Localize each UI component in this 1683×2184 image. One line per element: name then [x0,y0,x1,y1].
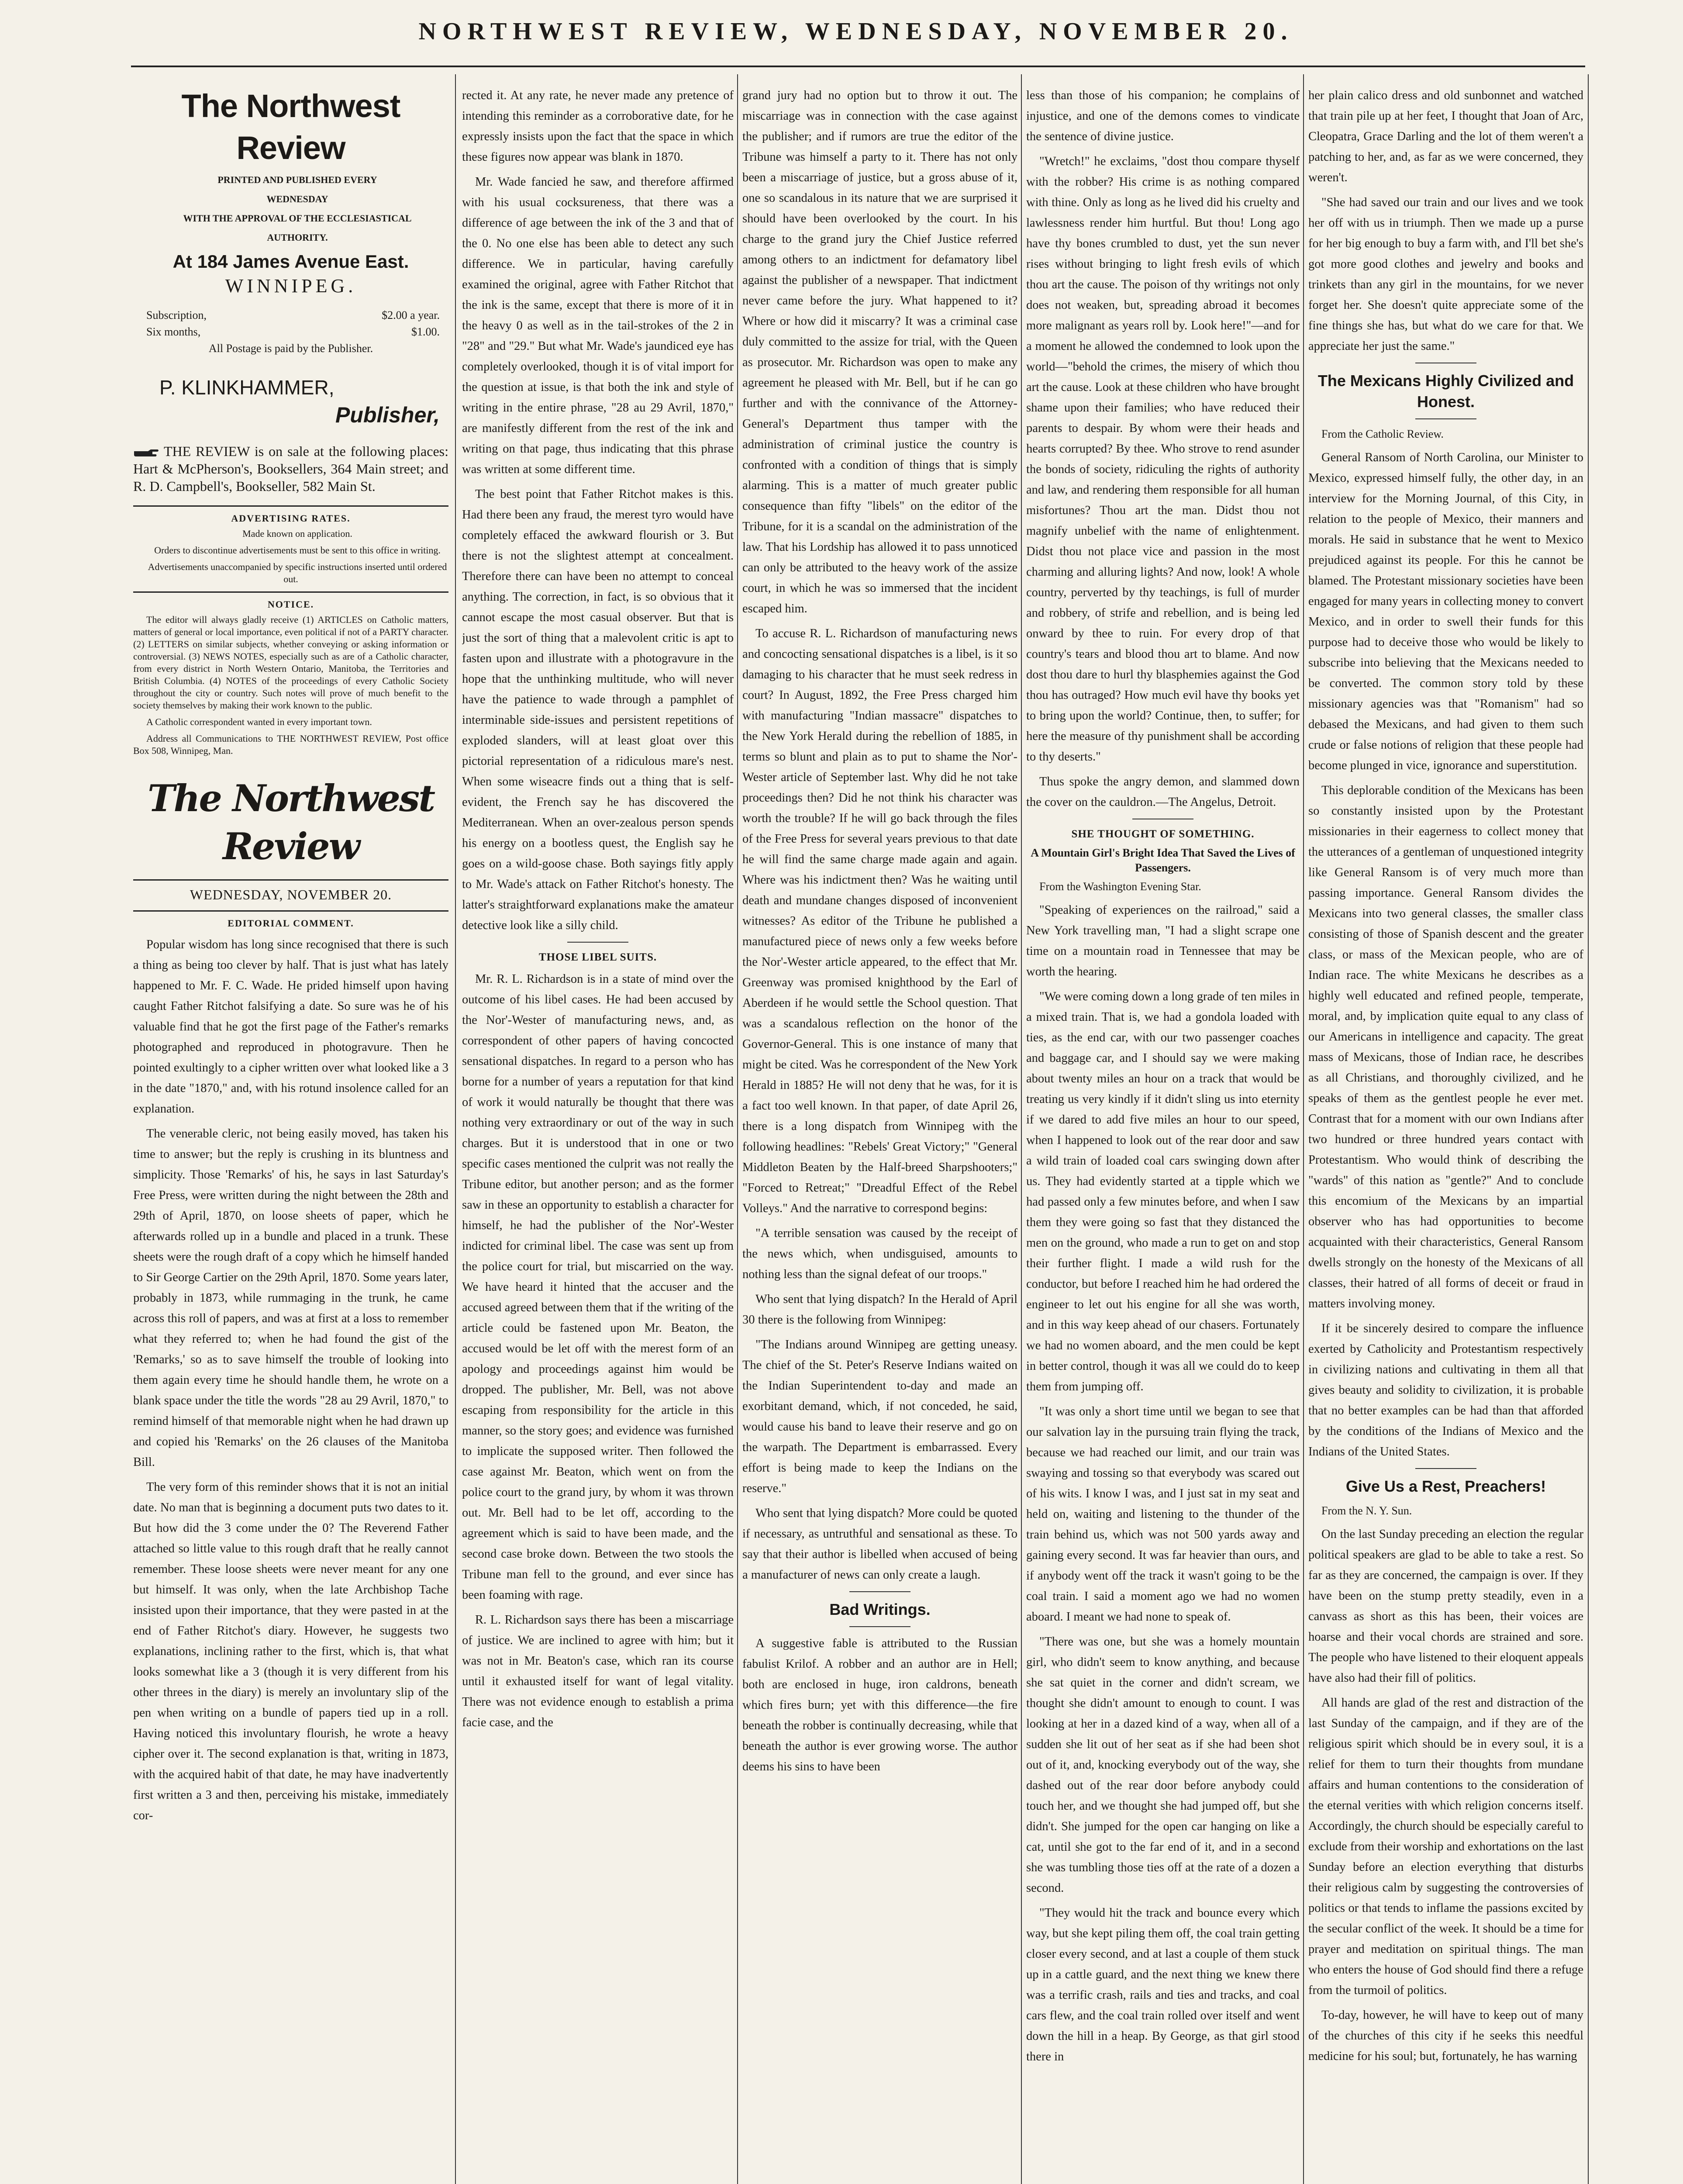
column-rule [737,74,738,2184]
divider [133,591,448,593]
advertising-line: Advertisements unaccompanied by specific instructions inserted until ordered out. [148,561,447,584]
article-paragraph: The venerable cleric, not being easily moved, has taken his time to answer; but the reply is crushing in its bluntness and simplicity. Those 'Remarks' of his, he says in last Saturday's Free Press, were written during the night between the 28th and 29th of April, 1870, on loose sheets of paper, which he afterwards rolled up in a bundle and placed in a trunk. These sheets were the rough draft of a copy which he himself handed to Sir George Cartier on the 29th April, 1870. Some years later, probably in 1873, while rummaging in the trunk, he came across this roll of papers, and was at first at a loss to remember what they referred to; when he had found the gist of the 'Remarks,' so as to save himself the trouble of looking into them again every time he should handle them, he wrote on a blank space under the title the words "28 au 29 Avril, 1870," to remind himself of that memorable night when he had drawn up and copied his 'Remarks' on the 26 clauses of the Manitoba Bill. [133,1127,448,1469]
article-paragraph: "She had saved our train and our lives and we took her off with us in triumph. Then we made up a purse for her big enough to buy a farm with, and I'll bet she's got more good clothes and jewelry and books and trinkets than any girl in the mountains, for we never forget her. She doesn't quite appreciate some of the fine things she has, but what do we care for that. We appreciate her just the same." [1308,196,1583,353]
article-paragraph: Popular wisdom has long since recognised that there is such a thing as being too clever by half. That is just what has lately happened to Mr. F. C. Wade. He prided himself upon having caught Father Ritchot falsifying a date. So sure was he of his valuable find that he got the first page of the Father's remarks photographed and reproduced in photogravure. Then he pointed exultingly to a cipher written over what looked like a 3 in the date "1870," and, with his rotund insolence called for an explanation. [133,938,448,1116]
publisher-title: Publisher, [335,403,440,427]
masthead-address: At 184 James Avenue East. [172,251,409,272]
divider [133,505,448,507]
divider [849,1626,910,1627]
notice-correspondent: A Catholic correspondent wanted in every important town. [146,716,372,727]
advertising-line: Orders to discontinue advertisements must be sent to this office in writing. [154,545,441,556]
article-paragraph: To-day, however, he will have to keep out of many of the churches of this city if he seeks this needful medicine for his soul; but, fortunately, he has warning [1308,2008,1583,2063]
six-months-label: Six months, [146,325,201,338]
article-paragraph: "A terrible sensation was caused by the receipt of the news which, when undisguised, amounts to nothing less than the signal defeat of our troops." [742,1227,1017,1281]
subscription-rate [133,307,448,324]
mexicans-heading: The Mexicans Highly Civilized and Honest. [1317,372,1574,411]
six-months-rate [133,324,448,340]
divider [1415,418,1476,419]
article-paragraph: rected it. At any rate, he never made any pretence of intending this reminder as a corroborative date, for he expressly insists upon the fact that the space in which these figures now appear was blank in 1870. [462,89,734,164]
she-thought-heading: SHE THOUGHT OF SOMETHING. [1071,828,1255,840]
notice-body: The editor will always gladly receive (1) ARTICLES on Catholic matters, matters of general or local importance, even political if not of a PARTY character. (2) LETTERS on similar subjects, whether conveying or asking information or controversial. (3) NEWS NOTES, especially such as are of a Catholic character, from every district in North Western Ontario, Manitoba, the Territories and British Columbia. (4) NOTES of the proceedings of every Catholic Society throughout the city or country. Such notes will prove of much benefit to the society themselves by making their work known to the public. [133,614,448,711]
pointing-hand-icon [133,448,159,458]
postage-note: All Postage is paid by the Publisher. [208,342,373,355]
divider [849,1591,910,1592]
sale-note [133,442,448,495]
article-paragraph: On the last Sunday preceding an election the regular political speakers are glad to be able to take a rest. So far as they are concerned, the campaign is over. If they have been on the stump pretty steadily, even in a canvass as short as this has been, their voices are hoarse and their vocal chords are strained and sore. The people who have listened to their eloquent appeals have also had their fill of politics. [1308,1527,1583,1685]
article-paragraph: "We were coming down a long grade of ten miles in a mixed train. That is, we had a gondola loaded with ties, as the end car, with our two passenger coaches and baggage car, and I should say we were making about twenty miles an hour on a track that would be treating us very kindly if it didn't sling us into eternity if we dared to add five miles an hour to our speed, when I happened to look out of the rear door and saw a wild train of loaded coal cars swinging down after us. They had evidently started at a tipple which we had passed only a few minutes before, and when I saw them they were going so fast that they distanced the men on the ground, who made a run to get on and stop their further flight. I made a wild rush for the conductor, but before I reached him he had ordered the engineer to let out his engine for all she was worth, and in this way keep ahead of our chasers. Fortunately we had no women aboard, and the men could be kept in better control, though it was all we could do to keep them from jumping off. [1026,990,1300,1393]
divider [133,879,448,881]
article-paragraph: "Speaking of experiences on the railroad," said a New York travelling man, "I had a slight scrape one time on a mountain road in Tennessee that may be worth the hearing. [1026,903,1300,978]
article-paragraph: Mr. R. L. Richardson is in a state of mind over the outcome of his libel cases. He had been accused by the Nor'-Wester of manufacturing news, and, as correspondent of other papers of having concocted sensational dispatches. In regard to a person who has borne for a number of years a reputation for that kind of work it would naturally be thought that there was nothing very extraordinary or out of the way in such charges. But it is understood that in one or two specific cases mentioned the culprit was not really the Tribune editor, but another person; and as the former saw in these an opportunity to establish a character for himself, he had the publisher of the Nor'-Wester indicted for criminal libel. The case was sent up from the police court for trial, but miscarried on the way. We have heard it hinted that the accuser and the accused agreed between them that if the writing of the article could be fastened upon Mr. Beaton, the accused would be let off with the merest form of an apology and proceedings against him would be dropped. The publisher, Mr. Bell, was not above escaping from responsibility for the article in this manner, so the story goes; and evidence was furnished to implicate the supposed writer. Then followed the case against Mr. Beaton, which went on from the police court to the grand jury, by whom it was thrown out. Mr. Bell had to be let off, according to the agreement which is said to have been made, and the second case broke down. Between the two stools the Tribune man fell to the ground, and ever since has been foaming with rage. [462,972,734,1602]
notice-heading: NOTICE. [267,599,314,610]
editorial-heading: EDITORIAL COMMENT. [228,918,354,929]
column-3 [742,85,1017,2184]
subscription-label: Subscription, [146,309,207,321]
bad-writings-heading: Bad Writings. [829,1600,931,1618]
article-paragraph: R. L. Richardson says there has been a miscarriage of justice. We are inclined to agree with him; but it was not in Mr. Beaton's case, which ran its course until it exhausted itself for want of legal vitality. There was not evidence enough to establish a prima facie case, and the [462,1613,734,1729]
six-months-value: $1.00. [411,325,440,338]
masthead-city: WINNIPEG. [225,275,357,297]
article-paragraph: "The Indians around Winnipeg are getting uneasy. The chief of the St. Peter's Reserve Indians waited on the Indian Superintendent to-day and made an exorbitant demand, which, if not conceded, he said, would cause his band to leave their reserve and go on the warpath. The Department is embarrassed. Every effort is being made to keep the Indians on the reserve." [742,1338,1017,1495]
divider [1415,1468,1476,1469]
article-paragraph: The best point that Father Ritchot makes is this. Had there been any fraud, the merest tyro would have completely effaced the awkward flourish or 3. But there is not the slightest attempt at concealment. Therefore there can have been no attempt to conceal anything. The correction, in fact, is so obvious that it cannot escape the most casual observer. But that is just the sort of thing that a malevolent critic is apt to fasten upon and illustrate with a photogravure in the hope that the unthinking multitude, who will never have the patience to wade through a pamphlet of interminable side-issues and persistent repetitions of exploded slanders, will at least gloat over this pictorial representation of a ridiculous mare's nest. When some wiseacre finds out a thing that is self-evident, the French say he has discovered the Mediterranean. When an over-zealous person spends his energy on a bootless quest, the English say he goes on a wild-goose chase. Both sayings fitly apply to Mr. Wade's attack on Father Ritchot's honesty. The latter's straightforward explanations make the amateur detective look like a silly child. [462,487,734,932]
article-paragraph: grand jury had no option but to throw it out. The miscarriage was in connection with the case against the publisher; and if rumors are true the editor of the Tribune was himself a party to it. There has not only been a miscarriage of justice, but a gross abuse of it, one so scandalous in its nature that we are surprised it should have been overlooked by the court. In his charge to the grand jury the Chief Justice referred among others to an indictment for defamatory libel against the publisher of a newspaper. That indictment never came before the jury. What happened to it? Where or how did it miscarry? It was a criminal case duly committed to the assize for trial, with the Queen as prosecutor. Mr. Richardson was open to make any agreement he pleased with Mr. Bell, but if he can go further and with the connivance of the Attorney-General's Department thus tamper with the administration of criminal justice the country is confronted with a condition of things that is simply alarming. This is a matter of much greater public consequence than fifty "libels" on the editor of the Tribune, for it is a scandal on the administration of the law. That his Lordship has allowed it to pass unnoticed can only be attributed to the heavy work of the assize court, in which he was so immersed that the incident escaped him. [742,89,1017,615]
editorial-flag: The Northwest Review [147,777,435,868]
column-rule [1303,74,1304,2184]
publisher-name: P. KLINKHAMMER, [159,376,335,399]
article-paragraph: her plain calico dress and old sunbonnet and watched that train pile up at her feet, I thought that Joan of Arc, Cleopatra, Grace Darling and the lot of them weren't a patching to her, and, as far as we were concerned, they weren't. [1308,89,1583,184]
libel-heading: THOSE LIBEL SUITS. [538,951,657,963]
divider [567,942,628,943]
article-paragraph: "It was only a short time until we began to see that our salvation lay in the pursuing train flying the track, because we had reached our limit, and our train was swaying and tossing so that everybody was scared out of his wits. I know I was, and I just sat in my seat and held on, waiting and listening to the thunder of the train behind us, which was not 500 yards away and gaining every second. It was far heavier than ours, and if anybody went off the track it wasn't going to be the coal train. I said a moment ago we had no women aboard. I meant we had none to speak of. [1026,1405,1300,1624]
column-rule [1588,74,1589,2184]
masthead-title: The Northwest Review [181,88,400,166]
dateline: WEDNESDAY, NOVEMBER 20. [190,887,392,902]
article-paragraph: The very form of this reminder shows that it is not an initial date. No man that is beginning a document puts two dates to it. But how did the 3 come under the 0? The Reverend Father attached so little value to this rough draft that he really cannot remember. These loose sheets were never meant for any one but himself. It was only, when the late Archbishop Tache insisted upon their importance, that they were pasted in at the end of Father Ritchot's diary. However, he suggests two explanations, inclining rather to the first, which is, that what looks somewhat like a 3 (though it is very different from his other threes in the diary) is merely an involuntary slip of the pen when writing on a bundle of papers tied up in a roll. Having noticed this involuntary flourish, he wrote a heavy cipher over it. The second explanation is that, writing in 1873, with the acquired habit of that date, he may have inadvertently first written a 3 and then, perceiving his mistake, immediately cor- [133,1480,448,1822]
article-paragraph: Who sent that lying dispatch? In the Herald of April 30 there is the following from Winnipeg: [742,1292,1017,1327]
running-head: NORTHWEST REVIEW, WEDNESDAY, NOVEMBER 20. [418,18,1293,45]
article-paragraph: Who sent that lying dispatch? More could be quoted if necessary, as untruthful and sensational as these. To say that their author is libelled when accused of being a manufacturer of news can only create a laugh. [742,1507,1017,1582]
top-rule [131,66,1585,67]
article-source: From the N. Y. Sun. [1321,1504,1412,1517]
column-1 [133,85,448,2184]
notice-address: Address all Communications to THE NORTHWEST REVIEW, Post office Box 508, Winnipeg, Man. [133,733,448,756]
article-paragraph: If it be sincerely desired to compare the influence exerted by Catholicity and Protestantism respectively in civilizing nations and cultivating in them all that gives beauty and solidity to civilization, it is probable that no better examples can be had than that afforded by the conditions of the Indians of Mexico and the Indians of the United States. [1308,1322,1583,1458]
article-paragraph: Thus spoke the angry demon, and slammed down the cover on the cauldron.—The Angelus, Detroit. [1026,775,1300,809]
advertising-heading: ADVERTISING RATES. [231,513,351,524]
divider [133,910,448,912]
subscription-value: $2.00 a year. [382,309,440,321]
article-paragraph: "There was one, but she was a homely mountain girl, who didn't seem to know anything, and because she sat quiet in the corner and didn't scream, we thought she didn't amount to enough to count. I was looking at her in a dazed kind of a way, when all of a sudden she lit out of her seat as if she had been shot out of it, and, knocking everybody out of the way, she dashed out of the rear door before anybody could touch her, and we thought she had jumped off, but she didn't. She jumped for the open car hanging on like a cat, until she got to the far end of it, and in a second she was tumbling those ties off at the rate of a dozen a second. [1026,1635,1300,1895]
sale-note-text: THE REVIEW is on sale at the following places: Hart & McPherson's, Booksellers, 364 Main street; and R. D. Campbell's, Bookseller, 582 Main St. [133,443,448,494]
article-paragraph: To accuse R. L. Richardson of manufacturing news and concocting sensational dispatches is a libel, is it so damaging to his character that he must seek redress in court? In August, 1892, the Free Press charged him with manufacturing "Indian massacre" dispatches to the New York Herald during the rebellion of 1885, in terms so blunt and plain as to put to shame the Nor'-Wester article of September last. Why did he not take proceedings then? Did he not think his character was worth the trouble? If he will go back through the files of the Free Press for several years previous to that date he will find the same charge made again and again. Where was his indictment then? Was he waiting until death and mundane changes disposed of inconvenient witnesses? As editor of the Tribune he published a manufactured piece of news only a few weeks before the Nor'-Wester article appeared, to the effect that Mr. Greenway was promised knighthood by the Earl of Aberdeen if he would settle the School question. That was a scandalous reflection on the honor of the Governor-General. This is one instance of many that might be cited. Was he correspondent of the New York Herald in 1885? He will not deny that he was, for it is a fact too well known. In that paper, of date April 26, there is a long dispatch from Winnipeg with the following headlines: "Rebels' Great Victory;" "General Middleton Beaten by the Half-breed Sharpshooters;" "Forced to Retreat;" "Dreadful Effect of the Rebel Volleys." And the narrative to correspond begins: [742,627,1017,1215]
article-paragraph: All hands are glad of the rest and distraction of the last Sunday of the campaign, and if they are of the religious spirit which should be in every soul, it is a relief for them to turn their thoughts from mundane affairs and human contentions to the consideration of the eternal verities with which religion concerns itself. Accordingly, the church should be especially careful to exclude from their worship and exhortations on the last Sunday before an election everything that disturbs their religious calm by suggesting the controversies of politics or that tends to inflame the passions excited by the secular conflict of the week. It should be a time for prayer and meditation on spiritual things. The man who enters the house of God should find there a refuge from the turmoil of politics. [1308,1696,1583,1997]
article-paragraph: General Ransom of North Carolina, our Minister to Mexico, expressed himself fully, the other day, in an interview for the Morning Journal, of this City, in relation to the people of Mexico, their manners and morals. He said in substance that he went to Mexico prejudiced against its people. For this he cannot be blamed. The Protestant missionary societies have been engaged for many years in collecting money to convert Mexico, and in order to swell their funds for this purpose had to deceive those who would be likely to subscribe into believing that the Mexicans needed to be converted. The common story told by these missionary agencies was that "Romanism" had so debased the Mexicans, and had given to them such crude or false notions of religion that these people had become plunged in vice, ignorance and superstitution. [1308,451,1583,772]
masthead-line: WITH THE APPROVAL OF THE ECCLESIASTICAL [183,213,412,224]
column-2 [462,85,734,2184]
article-paragraph: A suggestive fable is attributed to the Russian fabulist Krilof. A robber and an author are in Hell; both are enclosed in huge, iron caldrons, beneath which fires burn; yet with this difference—the fire beneath the robber is continually decreasing, while that beneath the author is ever growing worse. The author deems his sins to have been [742,1637,1017,1773]
masthead-line: AUTHORITY. [267,232,328,243]
article-paragraph: "Wretch!" he exclaims, "dost thou compare thyself with the robber? His crime is as nothing compared with thine. Only as long as he lived did his cruelty and lawlessness render him hurtful. But thou! Long ago have thy bones crumbled to dust, yet the sun never rises without bringing to light fresh evils of which thou art the cause. The poison of thy writings not only does not weaken, but, spreading abroad it becomes more malignant as years roll by. Look here!"—and for a moment he allowed the condemned to look upon the world—"behold the crimes, the misery of which thou art the cause. Look at these children who have brought shame upon their families; who have reduced their parents to despair. By whom were their heads and hearts corrupted? By thee. Who strove to rend asunder the bonds of society, ridiculing the rights of authority and law, and rendering them responsible for all human misfortunes? Thou art the man. Didst thou not magnify unbelief with the name of enlightenment. Didst thou not place vice and passion in the most charming and alluring lights? And now, look! A whole country, perverted by thy teachings, is full of murder and robbery, of strife and rebellion, and is being led onward by thee to ruin. For every drop of that country's tears and blood thou art to blame. And now dost thou dare to hurl thy blasphemies against the God thou has outraged? How much evil have thy books yet to bring upon the world? Continue, then, to suffer; for here the measure of thy punishment shall be according to thy deserts." [1026,155,1300,764]
column-rule [1021,74,1022,2184]
preachers-heading: Give Us a Rest, Preachers! [1345,1477,1546,1495]
she-thought-subhead: A Mountain Girl's Bright Idea That Saved the Lives of Passengers. [1031,847,1295,874]
advertising-line: Made known on application. [242,528,352,539]
article-paragraph: Mr. Wade fancied he saw, and therefore affirmed with his usual cocksureness, that there was a difference of age between the ink of the 3 and that of the 0. No one else has been able to detect any such difference. We in particular, having carefully examined the original, agree with Father Ritchot that the ink is the same, except that there is more of it in the heavy 0 as well as in the tail-strokes of the 2 in "28" and "29." But what Mr. Wade's jaundiced eye has completely overlooked, though it is of vital import for the question at issue, is that both the ink and style of writing in the entire phrase, "28 au 29 Avril, 1870," are manifestly different from the rest of the ink and writing on that page, thus indicating that this phrase was written at some different time. [462,175,734,476]
article-paragraph: This deplorable condition of the Mexicans has been so constantly insisted upon by the Protestant missionaries in their eagerness to collect money that the utterances of a gentleman of unquestioned integrity like General Ransom is of very much more than passing importance. General Ransom divides the Mexicans into two general classes, the smaller class consisting of those of Spanish descent and the greater class, or mass of the Mexican people, who are of Indian race. The white Mexicans he describes as a highly well educated and refined people, temperate, moral, and, by implication quite equal to any class of our Americans in intelligence and capacity. The great mass of Mexicans, those of Indian race, he describes as all Christians, and thoroughly civilized, and he speaks of them as the gentlest people he ever met. Contrast that for a moment with our own Indians after two hundred or three hundred years contact with Protestantism. Who would think of describing the "wards" of this nation as "gentle?" And to conclude this encomium of the Mexicans by an impartial observer who has had opportunities to become acquainted with their characteristics, General Ransom dwells strongly on the honesty of the Mexicans of all classes, their hatred of all forms of deceit or fraud in matters involving money. [1308,784,1583,1310]
article-source: From the Washington Evening Star. [1039,880,1201,893]
column-rule [455,74,456,2184]
article-source: From the Catholic Review. [1321,428,1444,440]
masthead-line: WEDNESDAY [266,194,328,204]
masthead-line: PRINTED AND PUBLISHED EVERY [217,174,377,185]
article-paragraph: "They would hit the track and bounce every which way, but she kept piling them off, the coal train getting closer every second, and at last a couple of them stuck up in a cattle guard, and the next thing we knew there was a terrific crash, rails and ties and tracks, and coal cars flew, and the coal train rolled over itself and went down the hill in a heap. By George, as that girl stood there in [1026,1906,1300,2063]
column-5 [1308,85,1583,2184]
column-4 [1026,85,1300,2184]
article-paragraph: less than those of his companion; he complains of injustice, and one of the demons comes to vindicate the sentence of divine justice. [1026,89,1300,143]
